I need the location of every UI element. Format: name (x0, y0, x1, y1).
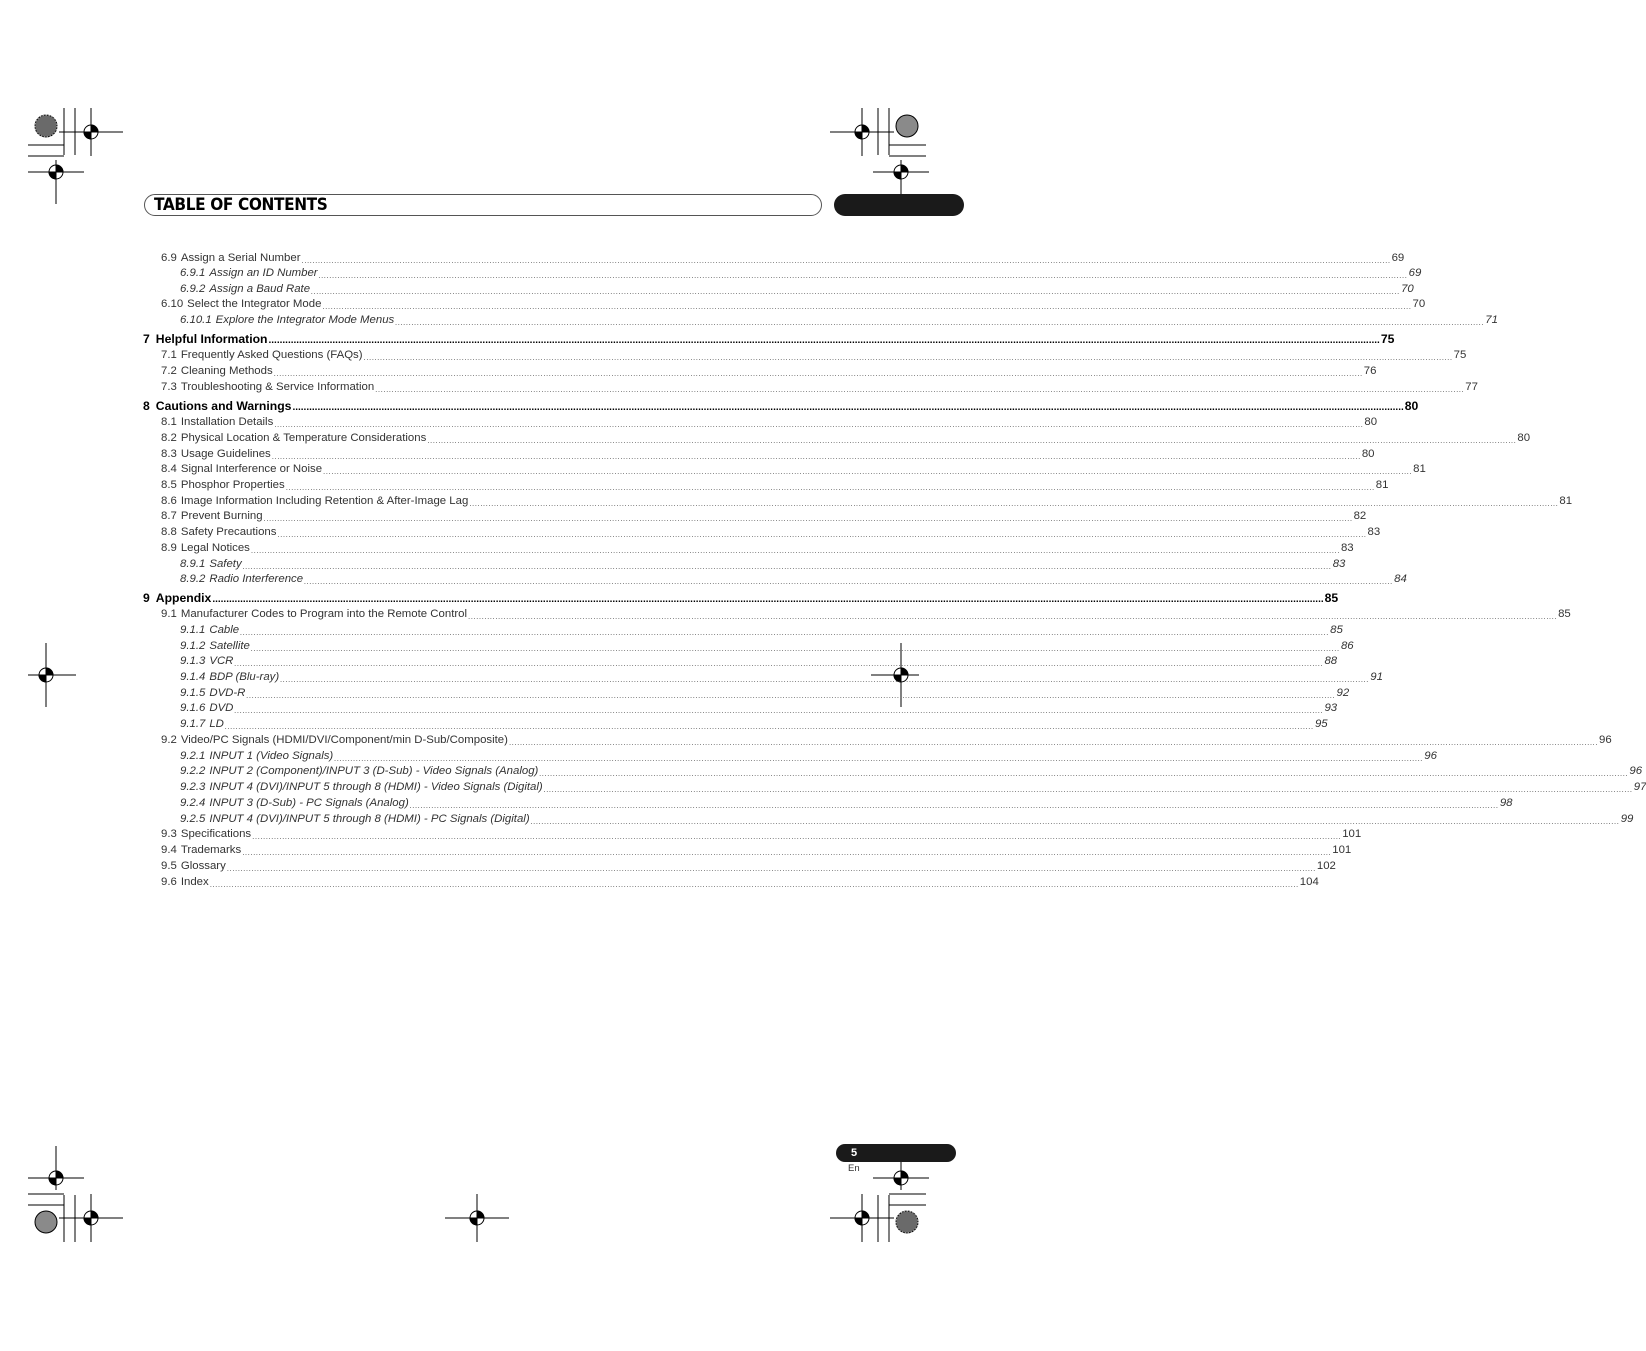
toc-section (161, 541, 1354, 556)
toc-section (161, 494, 1573, 509)
toc-label: LD (209, 718, 224, 730)
toc-page-number: 77 (1465, 381, 1478, 393)
toc-label: Explore the Integrator Mode Menus (215, 314, 395, 326)
toc-number: 9.2.2 (180, 765, 206, 777)
toc-page-number: 83 (1340, 542, 1354, 554)
toc-section (161, 525, 1381, 540)
toc-number: 6.10 (161, 298, 184, 310)
toc-chapter (143, 399, 1419, 414)
toc-page-number: 75 (1453, 349, 1467, 361)
toc-number: 7.2 (161, 365, 177, 377)
toc-page-number: 104 (1299, 876, 1319, 888)
toc-number: 8.4 (161, 463, 177, 475)
toc-page-number: 83 (1367, 526, 1381, 538)
toc-page-number: 70 (1401, 283, 1414, 295)
toc-section (161, 462, 1426, 477)
toc-label: Installation Details (180, 416, 274, 428)
toc-section (161, 733, 1612, 748)
toc-label: Select the Integrator Mode (187, 298, 322, 310)
toc-subsection (180, 701, 1338, 716)
toc-page-number: 88 (1324, 655, 1338, 667)
toc-page-number: 85 (1324, 591, 1339, 605)
toc-number: 8.7 (161, 510, 177, 522)
dot-leader: ................................................................................................................................................................................................................................................................................................................................................................................................................ (285, 483, 1375, 492)
toc-number: 9.2.5 (180, 813, 206, 825)
toc-section (161, 478, 1389, 493)
toc-label: Assign a Serial Number (180, 252, 301, 264)
toc-page-number: 92 (1336, 687, 1350, 699)
toc-number: 8.9.2 (180, 573, 206, 585)
toc-label: Frequently Asked Questions (FAQs) (180, 349, 363, 361)
toc-number: 6.9 (161, 252, 177, 264)
toc-label: Radio Interference (209, 573, 304, 585)
toc-number: 9.2.1 (180, 750, 206, 762)
dot-leader: ................................................................................................................................................................................................................................................................................................................................................................................................................ (311, 287, 1401, 296)
dot-leader: ................................................................................................................................................................................................................................................................................................................................................................................................................ (318, 271, 1408, 280)
toc-label: Glossary (180, 860, 226, 872)
dot-leader: ................................................................................................................................................................................................................................................................................................................................................................................................................ (224, 722, 1314, 731)
toc-page-number: 80 (1361, 448, 1375, 460)
toc-number: 8.6 (161, 495, 177, 507)
toc-label: Image Information Including Retention & After-Image Lag (180, 495, 469, 507)
toc-page-number: 70 (1412, 298, 1426, 310)
toc-label: Signal Interference or Noise (180, 463, 323, 475)
language-code: En (848, 1163, 860, 1174)
toc-label: Cleaning Methods (180, 365, 273, 377)
dot-leader: ................................................................................................................................................................................................................................................................................................................................................................................................................ (234, 659, 1324, 668)
dot-leader: ................................................................................................................................................................................................................................................................................................................................................................................................................ (252, 832, 1342, 841)
dot-leader: ................................................................................................................................................................................................................................................................................................................................................................................................................ (263, 514, 1353, 523)
toc-number: 8.1 (161, 416, 177, 428)
toc-label: INPUT 3 (D-Sub) - PC Signals (Analog) (209, 797, 409, 809)
toc-chapter (143, 332, 1395, 347)
toc-label: Video/PC Signals (HDMI/DVI/Component/min D-Sub/Composite) (180, 734, 508, 746)
page-title: TABLE OF CONTENTS (154, 195, 328, 214)
toc-number: 7.3 (161, 381, 177, 393)
toc-number: 9.1.3 (180, 655, 206, 667)
toc-page-number: 75 (1380, 332, 1395, 346)
toc-subsection (180, 686, 1350, 701)
toc-page-number: 85 (1330, 624, 1343, 636)
toc-label: Manufacturer Codes to Program into the Remote Control (180, 608, 468, 620)
toc-label: Usage Guidelines (180, 448, 271, 460)
toc-number: 6.9.2 (180, 283, 206, 295)
dot-leader: ................................................................................................................................................................................................................................................................................................................................................................................................................ (234, 706, 1324, 715)
toc-section (161, 875, 1319, 890)
toc-subsection (180, 670, 1383, 685)
toc-label: DVD-R (209, 687, 246, 699)
toc-number: 9.4 (161, 844, 177, 856)
toc-page-number: 96 (1424, 750, 1437, 762)
toc-subsection (180, 313, 1498, 328)
toc-number: 8 (143, 399, 150, 413)
toc-page-number: 93 (1324, 702, 1338, 714)
toc-label: Safety Precautions (180, 526, 277, 538)
toc-page-number: 81 (1413, 463, 1426, 475)
toc-page-number: 101 (1332, 844, 1352, 856)
dot-leader: ................................................................................................................................................................................................................................................................................................................................................................................................................ (292, 402, 1404, 413)
toc-section (161, 415, 1378, 430)
toc-page-number: 80 (1404, 399, 1419, 413)
toc-label: VCR (209, 655, 234, 667)
toc-subsection (180, 623, 1343, 638)
toc-label: Cautions and Warnings (155, 399, 292, 413)
toc-label: Trademarks (180, 844, 242, 856)
toc-page-number: 80 (1364, 416, 1378, 428)
toc-label: INPUT 2 (Component)/INPUT 3 (D-Sub) - Video Signals (Analog) (209, 765, 539, 777)
toc-label: Troubleshooting & Service Information (180, 381, 375, 393)
toc-page-number: 96 (1599, 734, 1612, 746)
toc-subsection (180, 654, 1338, 669)
toc-subsection (180, 764, 1643, 779)
toc-section (161, 348, 1467, 363)
toc-label: Specifications (180, 828, 252, 840)
toc-label: Prevent Burning (180, 510, 263, 522)
toc-label: Satellite (209, 640, 250, 652)
toc-number: 6.9.1 (180, 267, 206, 279)
toc-page-number: 96 (1629, 765, 1643, 777)
toc-page-number: 82 (1353, 510, 1367, 522)
toc-label: Assign a Baud Rate (209, 283, 311, 295)
toc-chapter (143, 591, 1339, 606)
toc-page-number: 91 (1370, 671, 1383, 683)
dot-leader: ................................................................................................................................................................................................................................................................................................................................................................................................................ (304, 577, 1394, 586)
toc-section (161, 447, 1375, 462)
dot-leader: ................................................................................................................................................................................................................................................................................................................................................................................................................ (271, 452, 1361, 461)
toc-page-number: 98 (1499, 797, 1513, 809)
toc-number: 9.3 (161, 828, 177, 840)
toc-number: 8.9 (161, 542, 177, 554)
toc-page-number: 85 (1558, 608, 1571, 620)
dot-leader: ................................................................................................................................................................................................................................................................................................................................................................................................................ (274, 420, 1364, 429)
toc-section (161, 843, 1352, 858)
dot-leader: ................................................................................................................................................................................................................................................................................................................................................................................................................ (240, 628, 1330, 637)
toc-section (161, 509, 1367, 524)
toc-label: Safety (209, 558, 242, 570)
toc-page-number: 81 (1375, 479, 1389, 491)
toc-section (161, 380, 1478, 395)
toc-page-number: 80 (1517, 432, 1531, 444)
toc-section (161, 607, 1571, 622)
toc-page-number: 69 (1391, 252, 1405, 264)
toc-page-number: 99 (1620, 813, 1634, 825)
toc-number: 8.9.1 (180, 558, 206, 570)
dot-leader: ................................................................................................................................................................................................................................................................................................................................................................................................................ (246, 691, 1336, 700)
dot-leader: ................................................................................................................................................................................................................................................................................................................................................................................................................ (323, 467, 1413, 476)
toc-label: Physical Location & Temperature Considerations (180, 432, 427, 444)
toc-page-number: 95 (1314, 718, 1328, 730)
dot-leader: ................................................................................................................................................................................................................................................................................................................................................................................................................ (268, 335, 1380, 346)
toc-number: 9.1.7 (180, 718, 206, 730)
toc-number: 8.3 (161, 448, 177, 460)
toc-page-number: 102 (1316, 860, 1336, 872)
dot-leader: ................................................................................................................................................................................................................................................................................................................................................................................................................ (539, 769, 1629, 778)
toc-number: 7 (143, 332, 150, 346)
toc-section (161, 431, 1531, 446)
toc-number: 9.1.6 (180, 702, 206, 714)
toc-number: 9.2.4 (180, 797, 206, 809)
dot-leader: ................................................................................................................................................................................................................................................................................................................................................................................................................ (334, 754, 1424, 763)
dot-leader: ................................................................................................................................................................................................................................................................................................................................................................................................................ (250, 546, 1340, 555)
toc-label: INPUT 4 (DVI)/INPUT 5 through 8 (HDMI) - PC Signals (Digital) (209, 813, 530, 825)
dot-leader: ................................................................................................................................................................................................................................................................................................................................................................................................................ (395, 318, 1485, 327)
toc-page-number: 86 (1340, 640, 1354, 652)
dot-leader: ................................................................................................................................................................................................................................................................................................................................................................................................................ (469, 499, 1559, 508)
toc-section (161, 859, 1336, 874)
toc-label: Helpful Information (155, 332, 268, 346)
toc-label: Assign an ID Number (209, 267, 318, 279)
toc-subsection (180, 812, 1634, 827)
toc-number: 9.2 (161, 734, 177, 746)
toc-page-number: 76 (1363, 365, 1377, 377)
dot-leader: ................................................................................................................................................................................................................................................................................................................................................................................................................ (508, 738, 1598, 747)
dot-leader: ................................................................................................................................................................................................................................................................................................................................................................................................................ (530, 817, 1620, 826)
toc-page-number: 101 (1342, 828, 1362, 840)
toc-number: 8.5 (161, 479, 177, 491)
toc-subsection (180, 796, 1513, 811)
toc-number: 9.1.1 (180, 624, 206, 636)
dot-leader: ................................................................................................................................................................................................................................................................................................................................................................................................................ (543, 785, 1633, 794)
toc-section (161, 251, 1405, 266)
toc-number: 9.6 (161, 876, 177, 888)
dot-leader: ................................................................................................................................................................................................................................................................................................................................................................................................................ (277, 530, 1367, 539)
toc-number: 9.1.2 (180, 640, 206, 652)
toc-label: Cable (209, 624, 240, 636)
toc-subsection (180, 780, 1646, 795)
toc-page-number: 71 (1485, 314, 1498, 326)
toc-number: 6.10.1 (180, 314, 212, 326)
dot-leader: ................................................................................................................................................................................................................................................................................................................................................................................................................ (212, 594, 1324, 605)
toc-section (161, 364, 1377, 379)
toc-page-number: 69 (1408, 267, 1422, 279)
toc-label: Phosphor Properties (180, 479, 285, 491)
toc-subsection (180, 557, 1346, 572)
dot-leader: ................................................................................................................................................................................................................................................................................................................................................................................................................ (242, 848, 1332, 857)
toc-subsection (180, 282, 1414, 297)
dot-leader: ................................................................................................................................................................................................................................................................................................................................................................................................................ (363, 353, 1453, 362)
toc-label: INPUT 4 (DVI)/INPUT 5 through 8 (HDMI) - Video Signals (Digital) (209, 781, 543, 793)
toc-number: 9 (143, 591, 150, 605)
toc-subsection (180, 572, 1407, 587)
toc-label: INPUT 1 (Video Signals) (209, 750, 334, 762)
toc-label: Index (180, 876, 209, 888)
page-number: 5 (851, 1147, 858, 1159)
toc-subsection (180, 717, 1328, 732)
toc-subsection (180, 749, 1437, 764)
toc-number: 9.5 (161, 860, 177, 872)
dot-leader: ................................................................................................................................................................................................................................................................................................................................................................................................................ (226, 864, 1316, 873)
toc-label: Legal Notices (180, 542, 250, 554)
dot-leader: ................................................................................................................................................................................................................................................................................................................................................................................................................ (250, 644, 1340, 653)
dot-leader: ................................................................................................................................................................................................................................................................................................................................................................................................................ (409, 801, 1499, 810)
toc-page-number: 81 (1559, 495, 1573, 507)
dot-leader: ................................................................................................................................................................................................................................................................................................................................................................................................................ (209, 880, 1299, 889)
toc-subsection (180, 266, 1422, 281)
toc-number: 9.1.5 (180, 687, 206, 699)
toc-page-number: 84 (1394, 573, 1407, 585)
toc-section (161, 297, 1426, 312)
dot-leader: ................................................................................................................................................................................................................................................................................................................................................................................................................ (427, 436, 1517, 445)
dot-leader: ................................................................................................................................................................................................................................................................................................................................................................................................................ (468, 612, 1558, 621)
toc-section (161, 827, 1362, 842)
toc-label: DVD (209, 702, 234, 714)
toc-subsection (180, 639, 1354, 654)
dot-leader: ................................................................................................................................................................................................................................................................................................................................................................................................................ (242, 562, 1332, 571)
toc-number: 9.2.3 (180, 781, 206, 793)
toc-number: 9.1.4 (180, 671, 206, 683)
toc-number: 8.2 (161, 432, 177, 444)
toc-page-number: 83 (1332, 558, 1346, 570)
dot-leader: ................................................................................................................................................................................................................................................................................................................................................................................................................ (273, 369, 1363, 378)
dot-leader: ................................................................................................................................................................................................................................................................................................................................................................................................................ (280, 675, 1370, 684)
toc-page-number: 97 (1633, 781, 1646, 793)
toc-label: BDP (Blu-ray) (209, 671, 280, 683)
dot-leader: ................................................................................................................................................................................................................................................................................................................................................................................................................ (375, 385, 1465, 394)
toc-label: Appendix (155, 591, 212, 605)
dot-leader: ................................................................................................................................................................................................................................................................................................................................................................................................................ (301, 256, 1391, 265)
toc-number: 8.8 (161, 526, 177, 538)
toc-number: 7.1 (161, 349, 177, 361)
toc-number: 9.1 (161, 608, 177, 620)
dot-leader: ................................................................................................................................................................................................................................................................................................................................................................................................................ (322, 302, 1412, 311)
